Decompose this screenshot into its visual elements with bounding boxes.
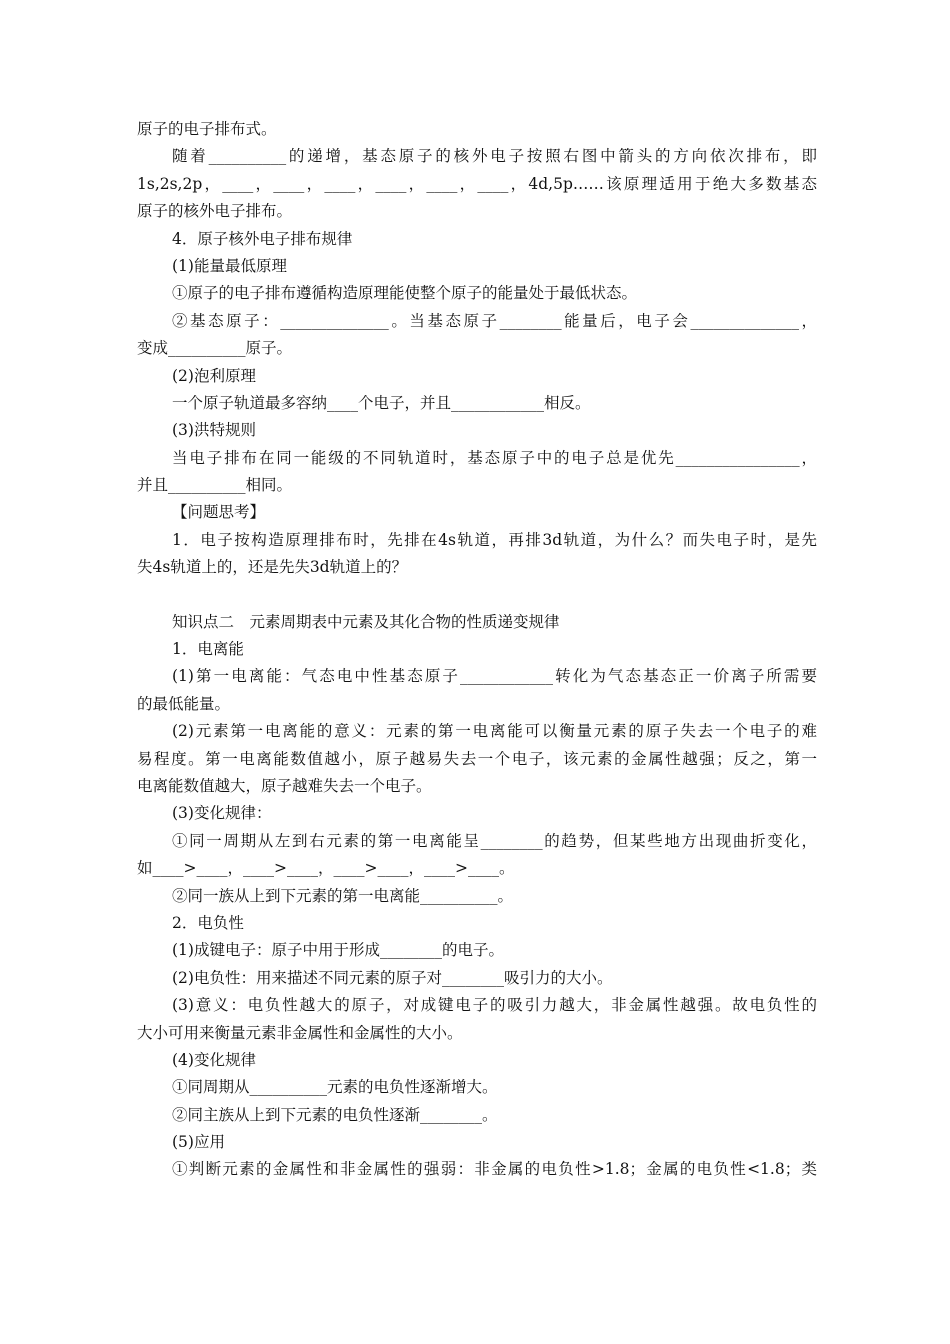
text-line: 2．电负性 <box>172 913 244 932</box>
text-line: ①判断元素的金属性和非金属性的强弱：非金属的电负性>1.8；金属的电负性<1.8；类 <box>172 1160 817 1179</box>
section-gap <box>137 582 817 609</box>
text-line: 当电子排布在同一能级的不同轨道时，基态原子中的电子总是优先________________， <box>172 448 817 467</box>
text-line: (3)变化规律： <box>172 804 272 823</box>
text-line: (1)第一电离能：气态电中性基态原子____________转化为气态基态正一价离子所需要 <box>172 667 817 686</box>
text-line: 如____>____，____>____，____>____，____>____。 <box>137 859 515 878</box>
text-line: 1．电离能 <box>172 640 244 659</box>
text-line: 知识点二 元素周期表中元素及其化合物的性质递变规律 <box>172 612 560 631</box>
text-line: 1．电子按构造原理排布时，先排在4s轨道，再排3d轨道，为什么？而失电子时，是先 <box>172 530 817 549</box>
text-line: 原子的核外电子排布。 <box>137 202 293 221</box>
text-line: (3)意义：电负性越大的原子，对成键电子的吸引力越大，非金属性越强。故电负性的 <box>172 996 817 1015</box>
text-line: 【问题思考】 <box>172 503 266 522</box>
text-line: 大小可用来衡量元素非金属性和金属性的大小。 <box>137 1023 463 1042</box>
text-line: 原子的电子排布式。 <box>137 120 277 138</box>
text-line: (2)电负性：用来描述不同元素的原子对________吸引力的大小。 <box>172 968 613 987</box>
text-line: 变成__________原子。 <box>137 339 293 358</box>
text-line: (4)变化规律 <box>172 1050 256 1069</box>
text-line: 并且__________相同。 <box>137 476 293 495</box>
text-line: ①同一周期从左到右元素的第一电离能呈________的趋势，但某些地方出现曲折变化， <box>172 831 817 850</box>
text-line: ①同周期从__________元素的电负性逐渐增大。 <box>172 1078 498 1097</box>
text-line: 失4s轨道上的，还是先失3d轨道上的？ <box>137 558 408 577</box>
text-line: ②同一族从上到下元素的第一电离能__________。 <box>172 886 514 905</box>
text-line: ①原子的电子排布遵循构造原理能使整个原子的能量处于最低状态。 <box>172 284 638 303</box>
text-line: (1)能量最低原理 <box>172 256 287 275</box>
text-line: ②同主族从上到下元素的电负性逐渐________。 <box>172 1105 498 1124</box>
text-line: (5)应用 <box>172 1133 225 1152</box>
text-line: 1s,2s,2p，____，____，____，____，____，____，4d,5p……该原理适用于绝大多数基态 <box>137 174 817 193</box>
text-line: 易程度。第一电离能数值越小，原子越易失去一个电子，该元素的金属性越强；反之，第一 <box>137 749 817 768</box>
text-line: 电离能数值越大，原子越难失去一个电子。 <box>137 776 432 795</box>
text-line: ②基态原子：______________。当基态原子________能量后，电子会______________， <box>172 311 817 330</box>
document-page <box>137 116 817 1184</box>
text-line: (2)元素第一电离能的意义：元素的第一电离能可以衡量元素的原子失去一个电子的难 <box>172 722 817 741</box>
text-line: (1)成键电子：原子中用于形成________的电子。 <box>172 941 504 960</box>
text-line: 随着__________的递增，基态原子的核外电子按照右图中箭头的方向依次排布，即 <box>172 147 817 166</box>
text-line: (3)洪特规则 <box>172 421 256 440</box>
text-line: 的最低能量。 <box>137 694 231 713</box>
text-line: (2)泡利原理 <box>172 366 256 385</box>
text-line: 一个原子轨道最多容纳____个电子，并且____________相反。 <box>172 393 591 412</box>
text-line: 4．原子核外电子排布规律 <box>172 229 353 248</box>
